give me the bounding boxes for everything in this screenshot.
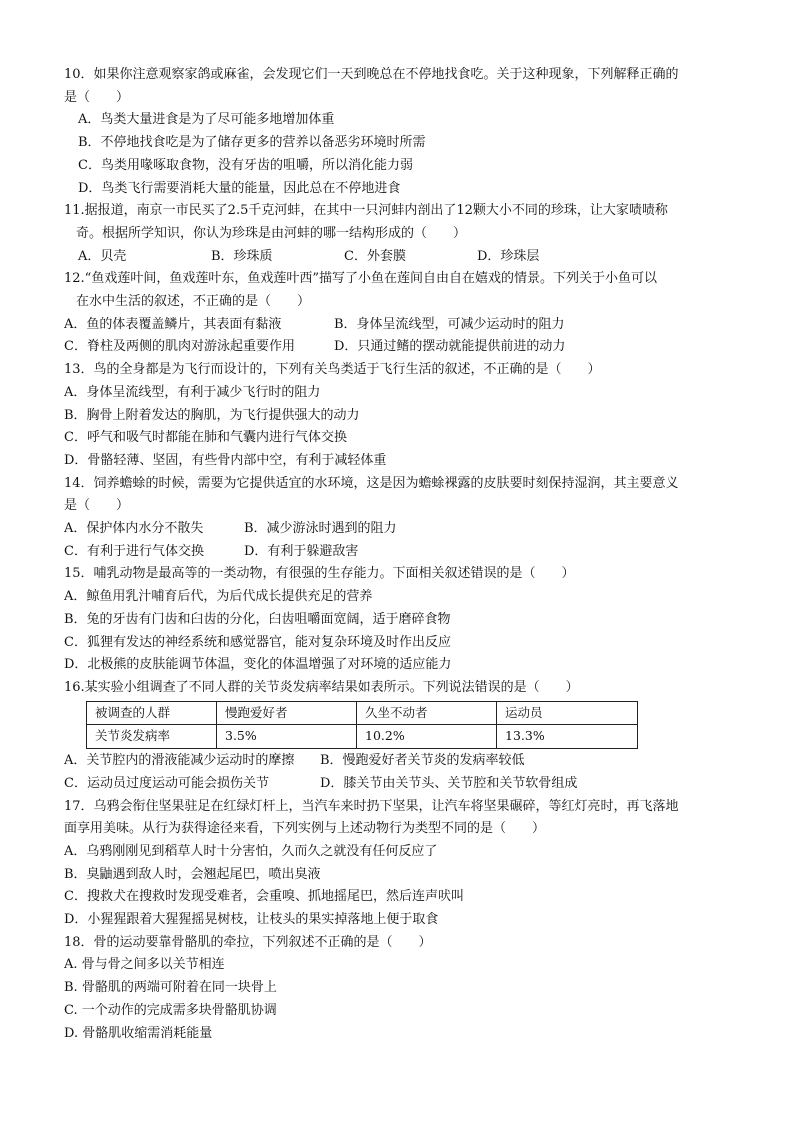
question-13-stem: 13．鸟的全身都是为飞行而设计的，下列有关鸟类适于飞行生活的叙述，不正确的是（ ）	[64, 362, 601, 378]
question-14-stem-cont: 是（ ）	[64, 498, 130, 514]
question-10-option-d: D．鸟类飞行需要消耗大量的能量，因此总在不停地进食	[78, 180, 401, 196]
question-14-option-c: C．有利于进行气体交换	[64, 543, 204, 559]
question-10-stem-cont: 是（ ）	[64, 89, 130, 105]
question-15-option-d: D．北极熊的皮肤能调节体温，变化的体温增强了对环境的适应能力	[64, 657, 452, 673]
question-12-option-d: D．只通过鳍的摆动就能提供前进的动力	[334, 339, 566, 355]
question-17-stem-cont: 面享用美味。从行为获得途径来看，下列实例与上述动物行为类型不同的是（ ）	[64, 821, 546, 837]
table-cell: 慢跑爱好者	[217, 701, 357, 725]
question-12-options-row1	[64, 314, 734, 337]
question-17-option-b: B．臭鼬遇到敌人时，会翘起尾巴，喷出臭液	[64, 866, 321, 882]
question-13-option-d: D．骨骼轻薄、坚固，有些骨内部中空，有利于减轻体重	[64, 452, 387, 468]
question-17-option-d: D．小猩猩跟着大猩猩摇晃树枝，让枝头的果实掉落地上便于取食	[64, 912, 439, 928]
table-cell: 关节炎发病率	[87, 725, 217, 749]
question-17-stem: 17．乌鸦会衔住坚果驻足在红绿灯杆上，当汽车来时扔下坚果，让汽车将坚果碾碎，等红灯亮时，再飞落地	[64, 798, 679, 814]
question-11-options	[64, 246, 734, 269]
question-15-stem: 15．哺乳动物是最高等的一类动物，有很强的生存能力。下面相关叙述错误的是（ ）	[64, 566, 575, 582]
question-18-option-a: A. 骨与骨之间多以关节相连	[64, 957, 225, 973]
question-12-option-a: A．鱼的体表覆盖鳞片，其表面有黏液	[64, 316, 282, 332]
question-16-option-d: D．膝关节由关节头、关节腔和关节软骨组成	[320, 775, 578, 791]
question-14-stem: 14．饲养蟾蜍的时候，需要为它提供适宜的水环境，这是因为蟾蜍裸露的皮肤要时刻保持湿润，其主要意义	[64, 475, 679, 491]
question-14-options-row1	[64, 518, 734, 541]
question-18-stem: 18．骨的运动要靠骨骼肌的牵拉，下列叙述不正确的是（ ）	[64, 934, 432, 950]
question-15-option-c: C．狐狸有发达的神经系统和感觉器官，能对复杂环境及时作出反应	[64, 634, 451, 650]
question-11-option-b: B．珍珠质	[211, 248, 273, 264]
question-10-option-b: B．不停地找食吃是为了储存更多的营养以备恶劣环境时所需	[78, 135, 426, 151]
table-cell: 13.3%	[497, 725, 638, 749]
question-11-stem-cont: 奇。根据所学知识，你认为珍珠是由河蚌的哪一结构形成的（ ）	[76, 225, 467, 241]
question-13-option-a: A．身体呈流线型，有利于减少飞行时的阻力	[64, 384, 321, 400]
survey-table	[86, 701, 638, 749]
question-11	[64, 200, 734, 268]
question-13	[64, 359, 734, 473]
question-14	[64, 473, 734, 564]
question-12-stem: 12.“鱼戏莲叶间，鱼戏莲叶东，鱼戏莲叶西”描写了小鱼在莲间自由自在嬉戏的情景。下列关于小鱼可以	[64, 271, 657, 287]
question-17-option-a: A．乌鸦刚刚见到稻草人时十分害怕，久而久之就没有任何反应了	[64, 843, 438, 859]
question-11-stem: 11.据报道，南京一市民买了2.5千克河蚌，在其中一只河蚌内剖出了12颗大小不同的珍珠，让大家啧啧称	[64, 203, 668, 219]
survey-table-header-row	[87, 701, 638, 725]
question-18-option-c: C. 一个动作的完成需多块骨骼肌协调	[64, 1002, 277, 1018]
question-11-option-a: A．贝壳	[78, 248, 127, 264]
question-15	[64, 563, 734, 677]
question-11-option-c: C．外套膜	[344, 248, 406, 264]
table-cell: 3.5%	[217, 725, 357, 749]
question-14-option-b: B．减少游泳时遇到的阻力	[244, 521, 397, 537]
table-cell: 运动员	[497, 701, 638, 725]
question-15-option-a: A．鲸鱼用乳汁哺育后代，为后代成长提供充足的营养	[64, 589, 373, 605]
question-18	[64, 932, 734, 1046]
survey-table-data-row	[87, 725, 638, 749]
question-16	[64, 677, 734, 796]
question-10-option-a: A．鸟类大量进食是为了尽可能多地增加体重	[78, 112, 335, 128]
question-12-option-c: C．脊柱及两侧的肌肉对游泳起重要作用	[64, 339, 295, 355]
question-16-option-b: B．慢跑爱好者关节炎的发病率较低	[320, 753, 525, 769]
question-10	[64, 64, 734, 200]
question-14-option-a: A．保护体内水分不散失	[64, 521, 204, 537]
question-16-options-row1	[64, 750, 734, 773]
question-13-option-c: C．呼气和吸气时都能在肺和气囊内进行气体交换	[64, 430, 347, 446]
question-12	[64, 268, 734, 359]
question-12-stem-cont: 在水中生活的叙述，不正确的是（ ）	[76, 294, 311, 310]
question-10-option-c: C．鸟类用喙啄取食物，没有牙齿的咀嚼，所以消化能力弱	[78, 157, 413, 173]
question-17-option-c: C．搜救犬在搜救时发现受难者，会重嗅、抓地摇尾巴，然后连声吠叫	[64, 889, 464, 905]
table-cell: 被调查的人群	[87, 701, 217, 725]
question-12-options-row2	[64, 336, 734, 359]
question-14-option-d: D．有利于躲避敌害	[244, 543, 359, 559]
question-16-stem: 16.某实验小组调查了不同人群的关节炎发病率结果如表所示。下列说法错误的是（ ）	[64, 679, 579, 695]
question-16-options-row2	[64, 773, 734, 796]
question-10-stem: 10．如果你注意观察家鸽或麻雀，会发现它们一天到晚总在不停地找食吃。关于这种现象，下列解释正确的	[64, 67, 679, 82]
question-18-option-b: B. 骨骼肌的两端可附着在同一块骨上	[64, 980, 277, 996]
question-15-option-b: B．兔的牙齿有门齿和臼齿的分化，臼齿咀嚼面宽阔，适于磨碎食物	[64, 611, 451, 627]
question-17	[64, 796, 734, 932]
table-cell: 久坐不动者	[357, 701, 497, 725]
question-16-option-c: C．运动员过度运动可能会损伤关节	[64, 775, 269, 791]
question-18-option-d: D. 骨骼肌收缩需消耗能量	[64, 1025, 213, 1041]
table-cell: 10.2%	[357, 725, 497, 749]
question-11-option-d: D．珍珠层	[477, 248, 540, 264]
question-16-option-a: A．关节腔内的滑液能减少运动时的摩擦	[64, 753, 295, 769]
question-list	[64, 64, 734, 1045]
question-13-option-b: B．胸骨上附着发达的胸肌，为飞行提供强大的动力	[64, 407, 360, 423]
question-14-options-row2	[64, 541, 734, 564]
question-12-option-b: B．身体呈流线型，可减少运动时的阻力	[334, 316, 565, 332]
